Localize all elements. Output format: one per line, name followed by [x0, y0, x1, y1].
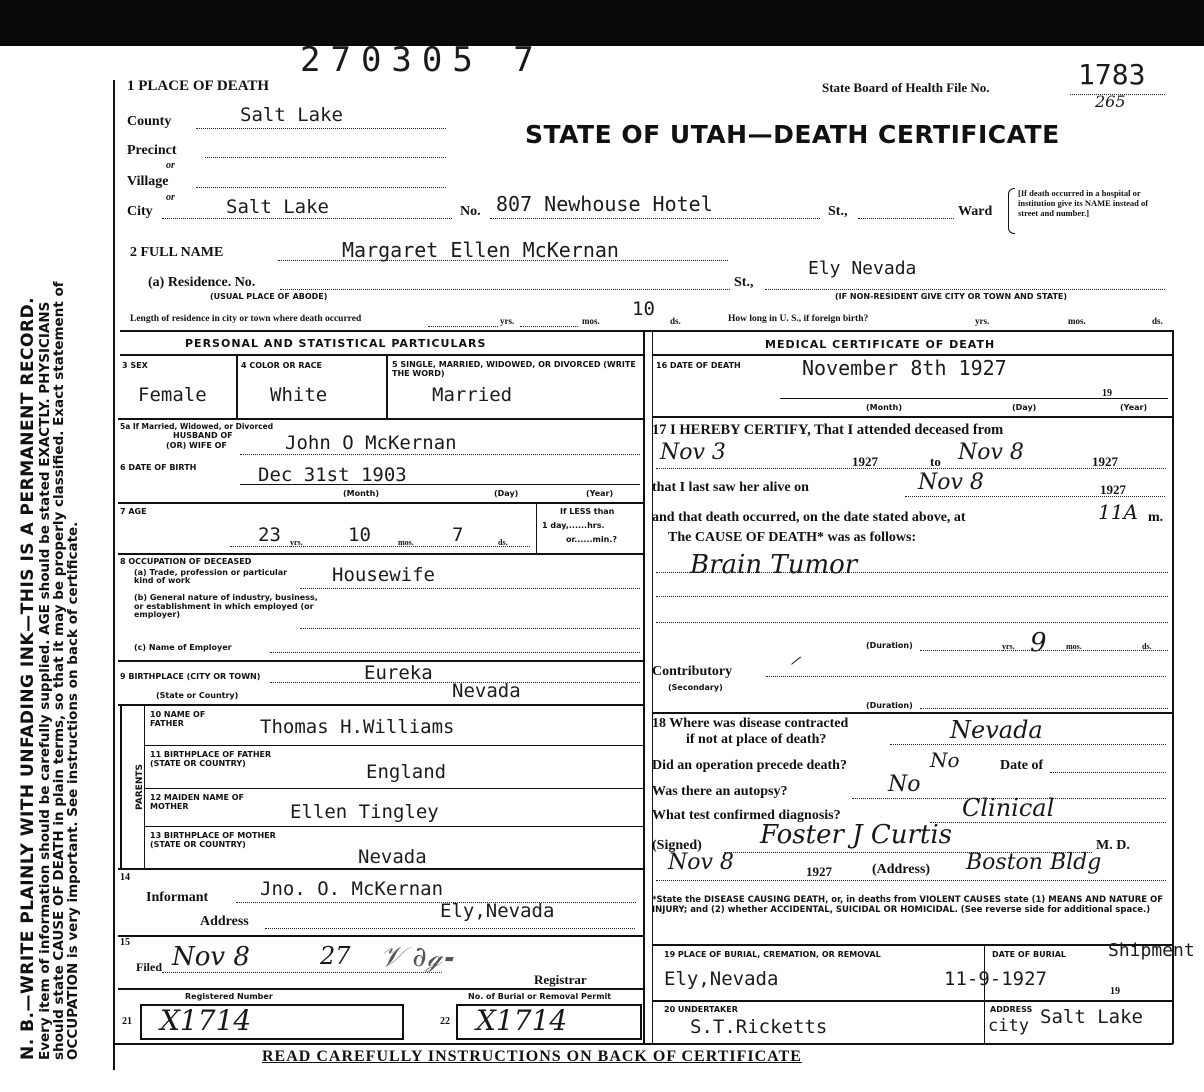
shipment-note: Shipment — [1108, 940, 1195, 961]
sex-value: Female — [138, 384, 207, 406]
row-rule-6 — [118, 868, 643, 870]
cause-footnote: *State the DISEASE CAUSING DEATH, or, in deaths from VIOLENT CAUSES state (1) MEANS AND NATURE OF INJURY; and (2) whether ACCIDENTAL, SUICIDAL OR HOMICIDAL. (See reverse side for additional space.) — [652, 895, 1164, 915]
attended-line — [656, 468, 1166, 469]
residence-line — [280, 289, 730, 290]
registrar-signature-scrawl: 𝒱 ∂ℊ⁃ — [380, 940, 454, 973]
occupation-line — [300, 588, 640, 589]
secondary-label: (Secondary) — [668, 683, 723, 692]
physician-address-line — [656, 880, 1166, 881]
date-of-death-value: November 8th 1927 — [802, 356, 1007, 380]
attended-to-label: to — [930, 454, 941, 469]
medical-rule-4 — [652, 1000, 1172, 1002]
time-of-death: 11A — [1098, 500, 1138, 524]
signed-label: (Signed) — [652, 838, 702, 853]
burial-place-value: Ely,Nevada — [664, 968, 779, 990]
undertaker-label: 20 UNDERTAKER — [664, 1005, 738, 1014]
physician-address-value: Boston Bldg — [966, 850, 1102, 875]
duration-mos-label: mos. — [1066, 642, 1082, 651]
parents-label: PARENTS — [135, 764, 145, 810]
occupation-a-label: (a) Trade, profession or particular kind of work — [134, 568, 288, 585]
row-rule-father-bp — [144, 788, 643, 789]
dob-line — [240, 484, 640, 485]
father-value: Thomas H.Williams — [260, 716, 455, 738]
operation-question: Did an operation precede death? — [652, 758, 847, 773]
attended-from: Nov 3 — [660, 440, 726, 465]
medical-rule-3 — [652, 944, 1172, 946]
attended-to: Nov 8 — [958, 440, 1024, 465]
spouse-label-a: 5a If Married, Widowed, or Divorced — [120, 422, 274, 431]
column-divider — [643, 332, 645, 1044]
contributory-mark: ⸝ — [790, 644, 802, 669]
ward-brace — [1008, 188, 1015, 234]
age-days: 7 — [452, 524, 464, 546]
contributory-duration-line — [920, 708, 1168, 709]
date-of-death-year-suffix: 19 — [1102, 388, 1112, 399]
burial-permit-value: X1714 — [476, 1004, 568, 1037]
operation-value: No — [930, 748, 960, 772]
spouse-value: John O McKernan — [285, 432, 457, 454]
or-min-label: or......min.? — [566, 535, 617, 544]
marital-label: 5 SINGLE, MARRIED, WIDOWED, OR DIVORCED (WRITE THE WORD) — [392, 360, 636, 378]
or-label-2: or — [166, 192, 175, 203]
table-bottom-rule — [113, 1043, 1173, 1045]
undertaker-address-label: ADDRESS — [990, 1005, 1033, 1014]
side-instructions — [18, 70, 90, 1060]
us-residence-label: How long in U. S., if foreign birth? — [728, 314, 869, 324]
residence-st-label: St., — [734, 275, 754, 290]
md-label: M. D. — [1096, 838, 1130, 853]
undertaker-value: S.T.Ricketts — [690, 1016, 828, 1038]
row-rule-8 — [118, 988, 643, 990]
mother-birthplace-value: Nevada — [358, 846, 427, 868]
us-mos-label: mos. — [1068, 316, 1086, 326]
father-birthplace-value: England — [366, 761, 447, 783]
last-saw-date: Nov 8 — [918, 470, 984, 495]
occupation-value: Housewife — [332, 564, 435, 586]
form-left-border — [113, 80, 115, 1070]
village-line — [196, 187, 446, 188]
filed-number: 15 — [120, 937, 130, 948]
informant-address-line — [265, 928, 635, 929]
race-value: White — [270, 384, 328, 406]
physician-address-label: (Address) — [872, 862, 931, 877]
father-birthplace-label: 11 BIRTHPLACE OF FATHER (STATE OR COUNTRY) — [150, 750, 272, 768]
full-name-label: 2 FULL NAME — [130, 245, 224, 260]
county-line — [196, 128, 446, 129]
informant-number: 14 — [120, 872, 130, 883]
disease-question-2: if not at place of death? — [686, 732, 827, 747]
row-rule-7 — [118, 935, 643, 937]
certify-label: 17 I HEREBY CERTIFY, That I attended deceased from — [652, 422, 1004, 438]
row-rule-5 — [118, 704, 643, 706]
attended-from-year: 1927 — [852, 454, 878, 469]
residence-state-value: Ely Nevada — [808, 258, 917, 279]
test-question: What test confirmed diagnosis? — [652, 808, 841, 823]
personal-section-title: PERSONAL AND STATISTICAL PARTICULARS — [185, 337, 487, 350]
disease-contracted-value: Nevada — [950, 716, 1043, 744]
row-rule-father — [144, 745, 643, 746]
age-label: 7 AGE — [120, 507, 147, 516]
birthplace-label: 9 BIRTHPLACE (CITY OR TOWN) — [120, 672, 261, 681]
registered-number-value: X1714 — [160, 1004, 252, 1037]
race-marital-divider — [386, 356, 388, 418]
cause-label: The CAUSE OF DEATH* was as follows: — [668, 530, 917, 545]
medical-rule-2 — [652, 712, 1172, 714]
filed-year: 27 — [320, 942, 351, 970]
date-of-death-label: 16 DATE OF DEATH — [656, 361, 741, 370]
death-occurred-label: and that death occurred, on the date stated above, at — [652, 510, 966, 525]
personal-header-rule — [120, 354, 643, 356]
dob-month-label: (Month) — [343, 489, 379, 498]
test-line — [930, 822, 1166, 823]
parents-left-border — [120, 704, 122, 868]
age-line — [230, 546, 530, 547]
informant-label: Informant — [146, 890, 209, 905]
length-days-value: 10 — [632, 298, 655, 320]
autopsy-question: Was there an autopsy? — [652, 784, 788, 799]
row-rule-1 — [118, 418, 643, 420]
dob-label: 6 DATE OF BIRTH — [120, 463, 197, 472]
table-top-rule — [120, 330, 1172, 332]
birthplace-line — [270, 682, 640, 683]
dob-day-label: (Day) — [494, 489, 519, 498]
duration-label: (Duration) — [866, 641, 913, 650]
birthplace-state: Nevada — [452, 680, 521, 702]
footer-instructions: READ CAREFULLY INSTRUCTIONS ON BACK OF CERTIFICATE — [262, 1048, 802, 1065]
registered-number-label: Registered Number — [185, 992, 273, 1001]
state-file-label: State Board of Health File No. — [822, 80, 990, 95]
date-of-burial-label: DATE OF BURIAL — [992, 950, 1066, 959]
length-mos-line — [520, 326, 578, 327]
medical-section-title: MEDICAL CERTIFICATE OF DEATH — [765, 338, 996, 351]
county-value: Salt Lake — [240, 104, 343, 126]
disease-question-1: 18 Where was disease contracted — [652, 716, 849, 731]
cause-line-2 — [656, 596, 1168, 597]
less-than-label: If LESS than — [560, 507, 615, 516]
certificate-number: 270305 7 — [300, 40, 544, 80]
contributory-line — [766, 676, 1166, 677]
side-note-line-1: N. B.—WRITE PLAINLY WITH UNFADING INK—THIS IS A PERMANENT RECORD. — [18, 296, 38, 1060]
table-right-border — [1172, 330, 1174, 1044]
age-ds-label: ds. — [498, 538, 508, 547]
city-value: Salt Lake — [226, 196, 329, 218]
time-meridiem: m. — [1148, 510, 1164, 525]
cause-line-1 — [656, 572, 1168, 573]
document-title: STATE OF UTAH—DEATH CERTIFICATE — [525, 120, 1060, 149]
father-label: 10 NAME OF FATHER — [150, 710, 206, 728]
residence-label: (a) Residence. No. — [148, 275, 256, 290]
city-line — [162, 218, 452, 219]
age-divider — [536, 503, 537, 553]
state-file-sub: 265 — [1095, 92, 1126, 111]
mother-birthplace-label: 13 BIRTHPLACE OF MOTHER (STATE OR COUNTRY) — [150, 831, 276, 849]
burial-date-divider — [984, 944, 985, 1044]
contributory-label: Contributory — [652, 664, 733, 679]
burial-place-label: 19 PLACE OF BURIAL, CREMATION, OR REMOVAL — [664, 950, 881, 959]
precinct-label: Precinct — [127, 143, 177, 158]
duration-value: 9 — [1030, 628, 1047, 658]
age-years: 23 — [258, 524, 281, 546]
date-of-burial-value: 11-9-1927 — [944, 968, 1047, 990]
disease-contracted-line — [890, 744, 1166, 745]
industry-line — [300, 628, 640, 629]
last-saw-line — [905, 496, 1165, 497]
row-rule-mother — [144, 826, 643, 827]
duration-line — [920, 650, 1168, 651]
ward-note: [If death occurred in a hospital or institution give its NAME instead of street and number.] — [1018, 188, 1149, 218]
side-note-line-2: Every item of information should be carefully supplied. AGE should be stated EXACTLY. PHYSICIANS — [37, 301, 53, 1060]
undertaker-city: city — [988, 1016, 1029, 1036]
signed-year: 1927 — [806, 864, 832, 879]
occupation-b-label: (b) General nature of industry, business, or establishment in which employed (or employer) — [134, 593, 318, 619]
employer-label: (c) Name of Employer — [134, 643, 232, 652]
informant-address-value: Ely,Nevada — [440, 900, 555, 922]
nonresident-note: (IF NON-RESIDENT GIVE CITY OR TOWN AND STATE) — [835, 292, 1068, 301]
death-day-label: (Day) — [1012, 403, 1037, 412]
st-line — [858, 218, 954, 219]
address-line — [490, 218, 820, 219]
informant-address-label: Address — [200, 914, 249, 929]
burial-permit-label: No. of Burial or Removal Permit — [468, 992, 612, 1001]
registrar-label: Registrar — [534, 972, 587, 987]
test-value: Clinical — [962, 794, 1055, 822]
spouse-label-c: (OR) WIFE OF — [166, 441, 227, 450]
informant-value: Jno. O. McKernan — [260, 878, 444, 900]
filed-label: Filed — [136, 960, 162, 974]
occupation-label: 8 OCCUPATION OF DECEASED — [120, 557, 252, 566]
death-month-label: (Month) — [866, 403, 902, 412]
no-label: No. — [460, 204, 481, 219]
dob-year-label: (Year) — [586, 489, 614, 498]
city-label: City — [127, 204, 153, 219]
side-note-line-3: should state CAUSE OF DEATH in plain terms, so that it may be properly classified. Exact statement of — [51, 281, 67, 1060]
address-value: 807 Newhouse Hotel — [496, 192, 713, 216]
burial-year-suffix: 19 — [1110, 986, 1120, 997]
autopsy-value: No — [888, 772, 921, 797]
operation-date-line — [1050, 772, 1166, 773]
death-year-label: (Year) — [1120, 403, 1148, 412]
scan-top-border — [0, 0, 1204, 46]
county-label: County — [127, 114, 172, 129]
duration-yrs-label: yrs. — [1002, 642, 1015, 651]
precinct-line — [205, 157, 446, 158]
employer-line — [270, 652, 640, 653]
state-country-label: (State or Country) — [156, 691, 239, 700]
day-hrs-label: 1 day,......hrs. — [542, 521, 605, 530]
age-mos-label: mos. — [398, 538, 414, 547]
usual-abode-note: (USUAL PLACE OF ABODE) — [210, 292, 328, 301]
us-yrs-label: yrs. — [975, 316, 990, 326]
contributory-duration-label: (Duration) — [866, 701, 913, 710]
burial-permit-prefix: 22 — [440, 1016, 450, 1027]
filed-date: Nov 8 — [172, 942, 250, 972]
length-yrs-line — [428, 326, 498, 327]
sex-race-divider — [236, 356, 238, 418]
length-yrs-label: yrs. — [500, 316, 515, 326]
race-label: 4 COLOR OR RACE — [241, 361, 323, 370]
st-label: St., — [828, 204, 848, 219]
informant-line — [236, 902, 636, 903]
state-file-number: 1783 — [1078, 58, 1146, 91]
full-name-line — [278, 260, 728, 261]
dob-value: Dec 31st 1903 — [258, 464, 407, 486]
spouse-label-b: HUSBAND OF — [173, 431, 233, 440]
last-saw-year: 1927 — [1100, 482, 1126, 497]
place-of-death-label: 1 PLACE OF DEATH — [127, 78, 270, 94]
marital-value: Married — [432, 384, 513, 406]
operation-date-label: Date of — [1000, 758, 1044, 773]
undertaker-address-value: Salt Lake — [1040, 1006, 1143, 1028]
last-saw-label: that I last saw her alive on — [652, 480, 809, 495]
row-rule-3 — [118, 553, 643, 555]
cause-line-3 — [656, 622, 1168, 623]
length-residence-label: Length of residence in city or town where death occurred — [130, 314, 362, 324]
length-mos-label: mos. — [582, 316, 600, 326]
mother-value: Ellen Tingley — [290, 801, 439, 823]
full-name-value: Margaret Ellen McKernan — [342, 238, 619, 262]
duration-ds-label: ds. — [1142, 642, 1152, 651]
medical-rule-1 — [652, 416, 1172, 418]
length-ds-label: ds. — [670, 316, 681, 326]
registered-number-prefix: 21 — [122, 1016, 132, 1027]
signed-date: Nov 8 — [668, 850, 734, 875]
cause-value: Brain Tumor — [690, 550, 858, 580]
row-rule-2 — [118, 502, 643, 504]
attended-to-year: 1927 — [1092, 454, 1118, 469]
us-ds-label: ds. — [1152, 316, 1163, 326]
physician-signature: Foster J Curtis — [760, 820, 953, 850]
spouse-line — [240, 454, 640, 455]
village-label: Village — [127, 174, 169, 189]
ward-label: Ward — [958, 204, 993, 219]
residence-state-line — [765, 289, 1165, 290]
or-label-1: or — [166, 160, 175, 171]
age-months: 10 — [348, 524, 371, 546]
sex-label: 3 SEX — [122, 361, 148, 370]
birthplace-city: Eureka — [364, 662, 433, 684]
age-yrs-label: yrs. — [290, 538, 303, 547]
side-note-line-4: OCCUPATION is very important. See instructions on back of certificate. — [65, 521, 81, 1060]
mother-label: 12 MAIDEN NAME OF MOTHER — [150, 793, 244, 811]
